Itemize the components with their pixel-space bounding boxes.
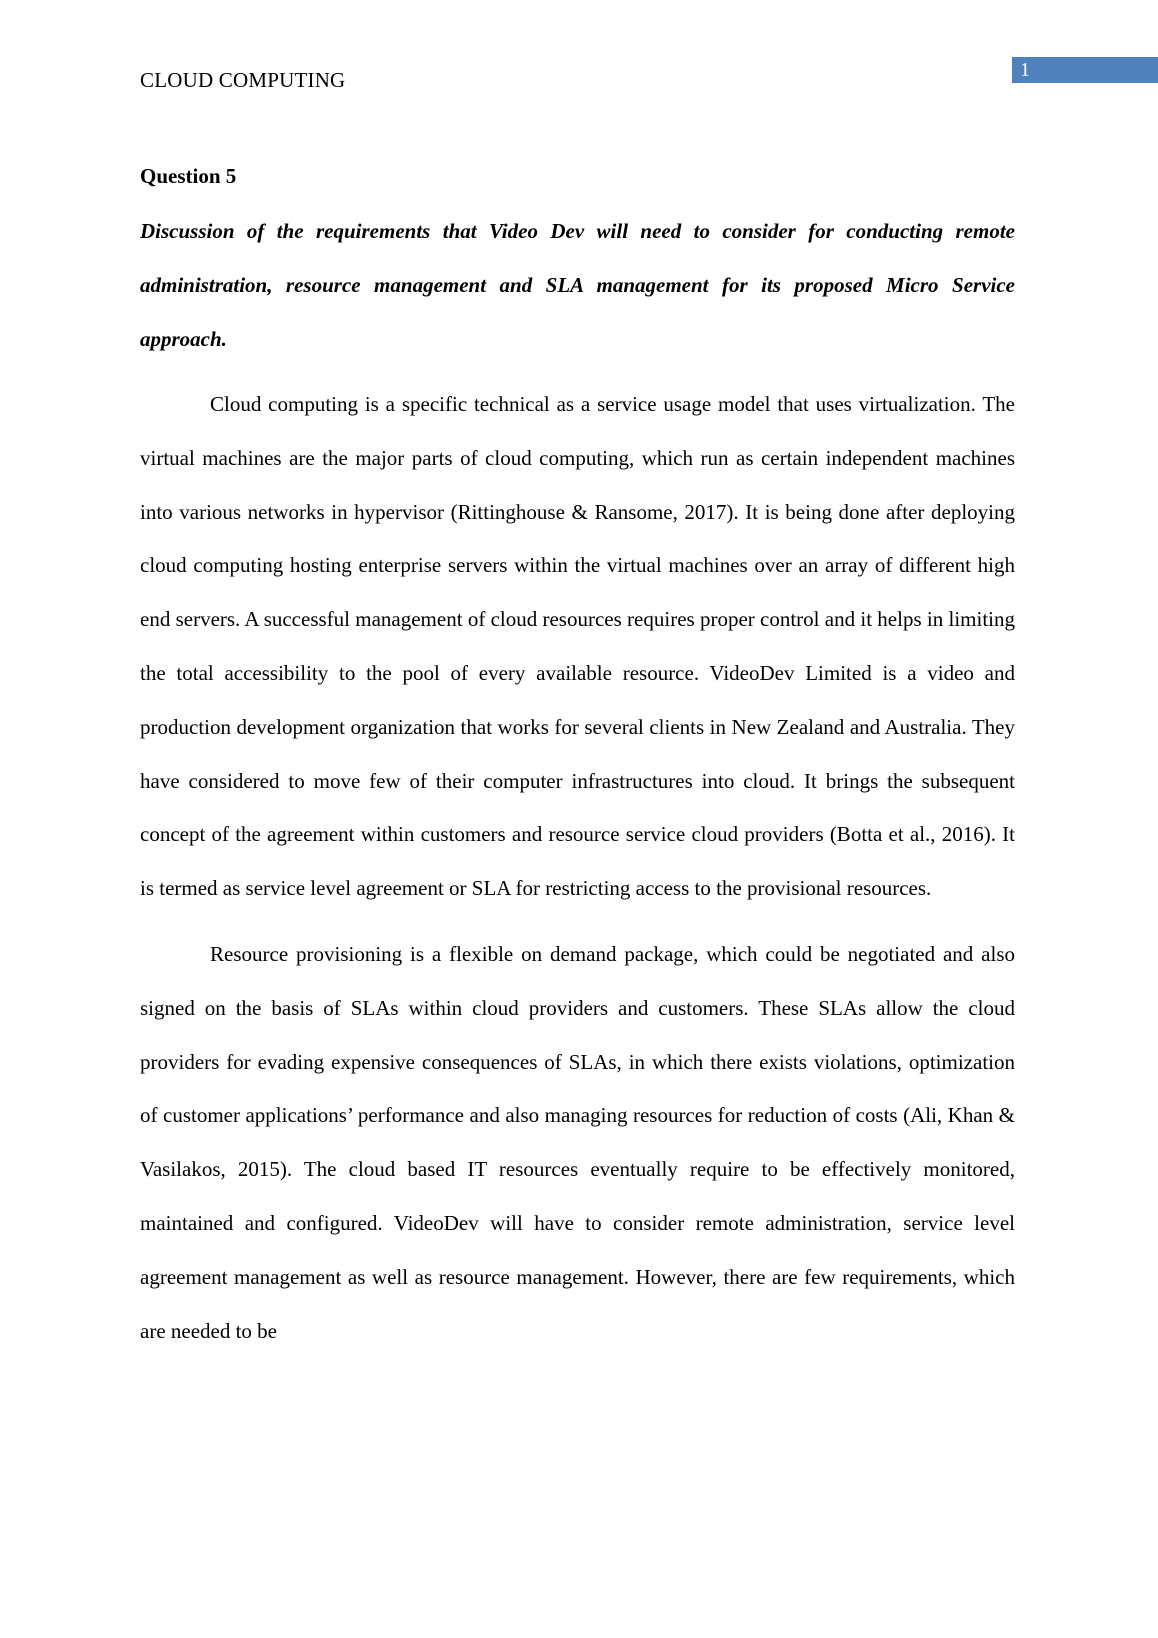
paragraph-1: Cloud computing is a specific technical as a service usage model that uses virtualization. The virtual machines are the major parts of cloud computing, which run as certain independent machines into various networks in hypervisor (Rittinghouse & Ransome, 2017). It is being done after deploying cloud computing hosting enterprise servers within the virtual machines over an array of different high end servers. A successful management of cloud resources requires proper control and it helps in limiting the total accessibility to the pool of every available resource. VideoDev Limited is a video and production development organization that works for several clients in New Zealand and Australia. They have considered to move few of their computer infrastructures into cloud. It brings the subsequent concept of the agreement within customers and resource service cloud providers (Botta et al., 2016). It is termed as service level agreement or SLA for restricting access to the provisional resources. bbox=[140, 392, 1015, 901]
document-body bbox=[140, 158, 1015, 1370]
page-number-bar bbox=[1012, 57, 1158, 83]
section-subtitle: Discussion of the requirements that Video Dev will need to consider for conducting remote administration, resource management and SLA management for its proposed Micro Service approach. bbox=[140, 219, 1015, 351]
page-number: 1 bbox=[1020, 59, 1030, 81]
running-header: CLOUD COMPUTING bbox=[140, 68, 346, 92]
paragraph-2: Resource provisioning is a flexible on demand package, which could be negotiated and also signed on the basis of SLAs within cloud providers and customers. These SLAs allow the cloud providers for evading expensive consequences of SLAs, in which there exists violations, optimization of customer applications’ performance and also managing resources for reduction of costs (Ali, Khan & Vasilakos, 2015). The cloud based IT resources eventually require to be effectively monitored, maintained and configured. VideoDev will have to consider remote administration, service level agreement management as well as resource management. However, there are few requirements, which are needed to be bbox=[140, 941, 1015, 1343]
question-heading: Question 5 bbox=[140, 164, 237, 188]
